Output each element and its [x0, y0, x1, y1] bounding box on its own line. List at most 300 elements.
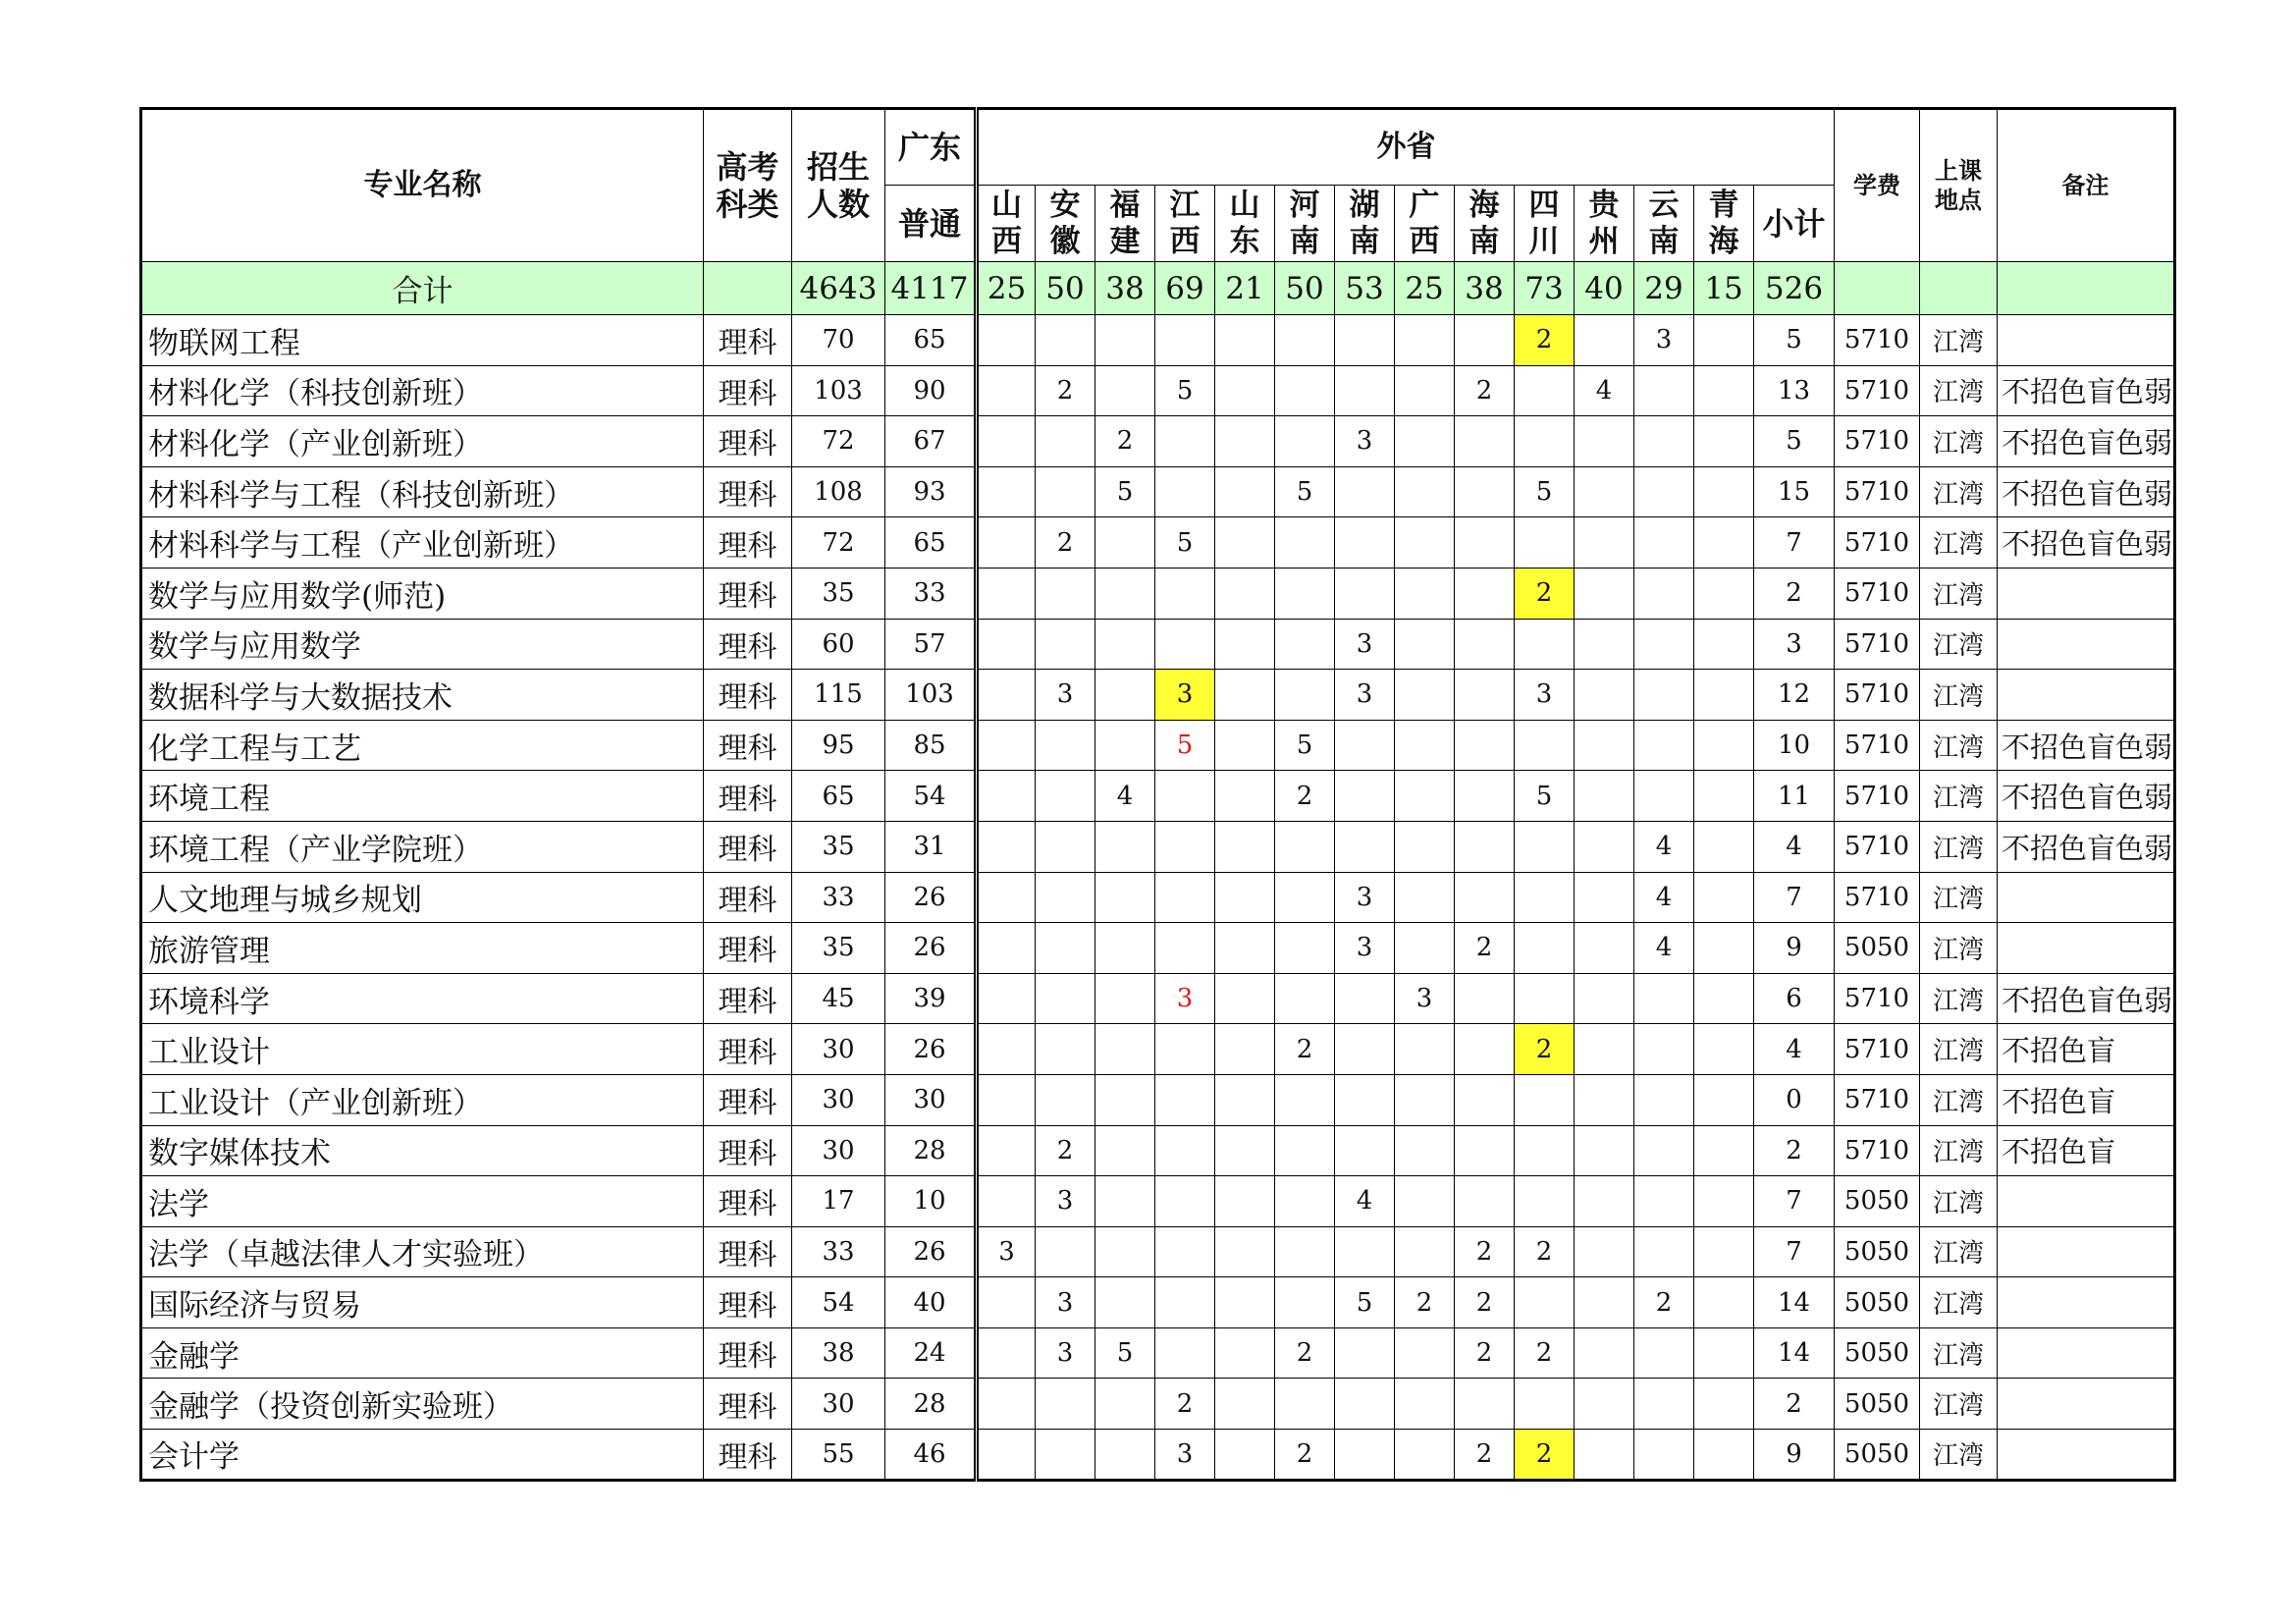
province-cell [1515, 821, 1575, 872]
location-cell: 江湾 [1920, 315, 1998, 366]
total-province-cell: 50 [1275, 262, 1335, 315]
table-row [141, 1430, 2175, 1481]
province-cell [1095, 821, 1155, 872]
subtotal-cell: 6 [1754, 973, 1835, 1024]
province-cell [1515, 973, 1575, 1024]
province-cell [1215, 1226, 1275, 1277]
province-cell [1515, 1074, 1575, 1125]
province-cell [977, 1430, 1036, 1481]
location-cell: 江湾 [1920, 568, 1998, 619]
province-cell: 4 [1634, 821, 1694, 872]
total-label: 合计 [141, 262, 704, 315]
total-province-cell: 38 [1095, 262, 1155, 315]
enroll-cell: 60 [792, 619, 885, 670]
enroll-cell: 54 [792, 1277, 885, 1328]
location-cell: 江湾 [1920, 821, 1998, 872]
enroll-cell: 70 [792, 315, 885, 366]
province-cell [1155, 568, 1215, 619]
table-row [141, 1379, 2175, 1430]
remark-cell: 不招色盲色弱 [1998, 466, 2175, 517]
location-cell: 江湾 [1920, 923, 1998, 974]
province-cell: 4 [1095, 771, 1155, 822]
province-cell: 3 [1036, 1176, 1095, 1227]
subtotal-cell: 2 [1754, 1379, 1835, 1430]
province-cell [1036, 416, 1095, 467]
province-cell [1575, 720, 1634, 771]
province-cell [1036, 568, 1095, 619]
province-cell [1215, 1379, 1275, 1430]
province-cell: 2 [1036, 365, 1095, 416]
guangdong-cell: 26 [885, 872, 977, 923]
province-cell [1455, 1125, 1515, 1176]
province-cell: 2 [1455, 1430, 1515, 1481]
province-cell: 2 [1455, 365, 1515, 416]
location-cell: 江湾 [1920, 365, 1998, 416]
province-cell [1095, 720, 1155, 771]
category-cell: 理科 [704, 315, 792, 366]
province-cell [1155, 771, 1215, 822]
province-cell: 5 [1155, 517, 1215, 568]
subtotal-cell: 14 [1754, 1327, 1835, 1379]
table-row [141, 1074, 2175, 1125]
province-cell [1575, 973, 1634, 1024]
major-name: 旅游管理 [141, 923, 704, 974]
table-row [141, 670, 2175, 721]
subtotal-cell: 11 [1754, 771, 1835, 822]
province-cell: 2 [1455, 1277, 1515, 1328]
major-name: 法学（卓越法律人才实验班） [141, 1226, 704, 1277]
major-name: 工业设计（产业创新班） [141, 1074, 704, 1125]
province-cell [1155, 1176, 1215, 1227]
province-cell: 5 [1155, 720, 1215, 771]
province-cell [1275, 517, 1335, 568]
location-cell: 江湾 [1920, 1277, 1998, 1328]
province-cell [1634, 1125, 1694, 1176]
table-row [141, 821, 2175, 872]
province-cell [1036, 315, 1095, 366]
table-row [141, 1125, 2175, 1176]
province-cell [1694, 1277, 1754, 1328]
province-cell [1575, 466, 1634, 517]
province-cell [1575, 872, 1634, 923]
province-cell [977, 619, 1036, 670]
table-row [141, 1226, 2175, 1277]
province-cell [1036, 872, 1095, 923]
province-cell [1575, 568, 1634, 619]
province-cell [1335, 517, 1395, 568]
province-cell [1515, 1125, 1575, 1176]
province-cell [1215, 619, 1275, 670]
guangdong-cell: 90 [885, 365, 977, 416]
province-cell [1335, 720, 1395, 771]
location-cell: 江湾 [1920, 973, 1998, 1024]
category-cell: 理科 [704, 1226, 792, 1277]
subtotal-cell: 3 [1754, 619, 1835, 670]
major-name: 金融学 [141, 1327, 704, 1379]
province-cell: 3 [1634, 315, 1694, 366]
province-cell: 3 [1036, 1327, 1095, 1379]
province-cell [1455, 720, 1515, 771]
subtotal-cell: 5 [1754, 315, 1835, 366]
province-cell [1095, 973, 1155, 1024]
province-cell [1455, 1024, 1515, 1075]
province-cell: 4 [1634, 923, 1694, 974]
province-cell [1455, 872, 1515, 923]
table-row [141, 720, 2175, 771]
province-cell [1515, 720, 1575, 771]
province-cell [1455, 466, 1515, 517]
province-cell [1634, 1379, 1694, 1430]
province-cell [1215, 1176, 1275, 1227]
province-cell: 2 [1275, 771, 1335, 822]
province-cell [977, 1125, 1036, 1176]
province-cell [1095, 1430, 1155, 1481]
major-name: 工业设计 [141, 1024, 704, 1075]
province-cell [977, 1379, 1036, 1430]
province-cell [1036, 466, 1095, 517]
province-cell [1155, 923, 1215, 974]
total-province-cell: 38 [1455, 262, 1515, 315]
remark-cell [1998, 315, 2175, 366]
province-cell [1634, 517, 1694, 568]
enroll-cell: 55 [792, 1430, 885, 1481]
province-cell [1095, 923, 1155, 974]
province-cell [1275, 1277, 1335, 1328]
province-cell: 4 [1335, 1176, 1395, 1227]
province-cell: 2 [1275, 1327, 1335, 1379]
tuition-cell: 5710 [1835, 872, 1920, 923]
enroll-cell: 30 [792, 1024, 885, 1075]
province-cell [1155, 1024, 1215, 1075]
province-cell [1155, 1327, 1215, 1379]
table-row [141, 315, 2175, 366]
province-cell [1575, 1074, 1634, 1125]
header-tuition: 学费 [1835, 109, 1920, 262]
province-cell [1275, 1074, 1335, 1125]
guangdong-cell: 85 [885, 720, 977, 771]
major-name: 法学 [141, 1176, 704, 1227]
province-cell [1155, 872, 1215, 923]
province-cell [977, 872, 1036, 923]
province-cell [1575, 1327, 1634, 1379]
province-cell [1215, 466, 1275, 517]
subtotal-cell: 9 [1754, 1430, 1835, 1481]
province-cell: 2 [1275, 1024, 1335, 1075]
province-cell [1395, 670, 1455, 721]
province-cell: 4 [1634, 872, 1694, 923]
province-cell [1155, 315, 1215, 366]
location-cell: 江湾 [1920, 1379, 1998, 1430]
tuition-cell: 5710 [1835, 771, 1920, 822]
enroll-cell: 35 [792, 568, 885, 619]
tuition-cell: 5050 [1835, 1327, 1920, 1379]
remark-cell: 不招色盲色弱 [1998, 416, 2175, 467]
table-row [141, 619, 2175, 670]
category-cell: 理科 [704, 619, 792, 670]
tuition-cell: 5710 [1835, 821, 1920, 872]
subtotal-cell: 10 [1754, 720, 1835, 771]
province-cell [1215, 315, 1275, 366]
header-province: 贵 州 [1575, 186, 1634, 262]
enroll-cell: 38 [792, 1327, 885, 1379]
province-cell [1275, 1226, 1335, 1277]
province-cell [1335, 771, 1395, 822]
province-cell [977, 1074, 1036, 1125]
enroll-cell: 103 [792, 365, 885, 416]
total-province-cell: 29 [1634, 262, 1694, 315]
province-cell: 3 [1036, 1277, 1095, 1328]
table-row [141, 872, 2175, 923]
province-cell [1275, 1125, 1335, 1176]
province-cell: 5 [1275, 466, 1335, 517]
major-name: 人文地理与城乡规划 [141, 872, 704, 923]
tuition-cell: 5710 [1835, 1125, 1920, 1176]
province-cell [1575, 923, 1634, 974]
province-cell: 2 [1455, 1226, 1515, 1277]
province-cell [1095, 619, 1155, 670]
province-cell [1036, 973, 1095, 1024]
province-cell: 2 [1036, 517, 1095, 568]
major-name: 会计学 [141, 1430, 704, 1481]
remark-cell: 不招色盲 [1998, 1024, 2175, 1075]
province-cell [1215, 771, 1275, 822]
subtotal-cell: 13 [1754, 365, 1835, 416]
province-cell: 2 [1515, 1327, 1575, 1379]
header-remark: 备注 [1998, 109, 2175, 262]
province-cell [1095, 517, 1155, 568]
enroll-cell: 30 [792, 1125, 885, 1176]
province-cell: 2 [1036, 1125, 1095, 1176]
province-cell [1036, 821, 1095, 872]
major-name: 材料化学（产业创新班） [141, 416, 704, 467]
guangdong-cell: 103 [885, 670, 977, 721]
province-cell: 5 [1095, 1327, 1155, 1379]
province-cell [1036, 771, 1095, 822]
major-name: 材料科学与工程（科技创新班） [141, 466, 704, 517]
category-cell: 理科 [704, 973, 792, 1024]
location-cell: 江湾 [1920, 1074, 1998, 1125]
province-cell: 3 [1335, 619, 1395, 670]
province-cell [1575, 771, 1634, 822]
category-cell: 理科 [704, 821, 792, 872]
table-row [141, 1327, 2175, 1379]
enroll-cell: 33 [792, 1226, 885, 1277]
header-major: 专业名称 [141, 109, 704, 262]
province-cell [1515, 1176, 1575, 1227]
province-cell [1036, 1024, 1095, 1075]
table-row [141, 771, 2175, 822]
province-cell: 2 [1275, 1430, 1335, 1481]
province-cell: 3 [1155, 670, 1215, 721]
enroll-cell: 35 [792, 923, 885, 974]
province-cell [1694, 1226, 1754, 1277]
province-cell: 2 [1515, 315, 1575, 366]
province-cell: 3 [977, 1226, 1036, 1277]
province-cell [1634, 670, 1694, 721]
province-cell [1634, 1074, 1694, 1125]
province-cell [1395, 1125, 1455, 1176]
guangdong-cell: 39 [885, 973, 977, 1024]
guangdong-cell: 26 [885, 923, 977, 974]
province-cell [1215, 1125, 1275, 1176]
province-cell [1634, 1176, 1694, 1227]
province-cell [1455, 1379, 1515, 1430]
province-cell: 3 [1515, 670, 1575, 721]
header-province: 青 海 [1694, 186, 1754, 262]
subtotal-cell: 2 [1754, 1125, 1835, 1176]
header-province: 海 南 [1455, 186, 1515, 262]
table-row [141, 1176, 2175, 1227]
province-cell [1694, 821, 1754, 872]
province-cell [1694, 517, 1754, 568]
remark-cell: 不招色盲 [1998, 1125, 2175, 1176]
province-cell [1515, 517, 1575, 568]
province-cell [1694, 720, 1754, 771]
province-cell [1215, 1277, 1275, 1328]
total-province-cell: 73 [1515, 262, 1575, 315]
guangdong-cell: 26 [885, 1226, 977, 1277]
header-guangdong: 广东 [885, 109, 977, 186]
province-cell [1036, 619, 1095, 670]
major-name: 环境工程 [141, 771, 704, 822]
province-cell [1395, 416, 1455, 467]
province-cell [1036, 720, 1095, 771]
remark-cell: 不招色盲色弱 [1998, 365, 2175, 416]
province-cell [1455, 619, 1515, 670]
location-cell: 江湾 [1920, 1226, 1998, 1277]
enroll-cell: 35 [792, 821, 885, 872]
province-cell [977, 1327, 1036, 1379]
province-cell [1575, 1176, 1634, 1227]
province-cell [1455, 517, 1515, 568]
guangdong-cell: 33 [885, 568, 977, 619]
province-cell [1694, 365, 1754, 416]
category-cell: 理科 [704, 1125, 792, 1176]
province-cell [1395, 1074, 1455, 1125]
tuition-cell: 5710 [1835, 1074, 1920, 1125]
total-tuition [1835, 262, 1920, 315]
province-cell [1036, 1379, 1095, 1430]
remark-cell: 不招色盲色弱 [1998, 517, 2175, 568]
province-cell [1634, 771, 1694, 822]
province-cell [977, 416, 1036, 467]
total-province-cell: 50 [1036, 262, 1095, 315]
major-name: 数字媒体技术 [141, 1125, 704, 1176]
province-cell: 3 [1395, 973, 1455, 1024]
remark-cell [1998, 923, 2175, 974]
location-cell: 江湾 [1920, 771, 1998, 822]
province-cell [1395, 1327, 1455, 1379]
location-cell: 江湾 [1920, 670, 1998, 721]
subtotal-cell: 7 [1754, 872, 1835, 923]
enroll-cell: 108 [792, 466, 885, 517]
major-name: 数据科学与大数据技术 [141, 670, 704, 721]
subtotal-cell: 7 [1754, 1176, 1835, 1227]
header-province: 福 建 [1095, 186, 1155, 262]
header-normal: 普通 [885, 186, 977, 262]
enroll-cell: 65 [792, 771, 885, 822]
header-province: 安 徽 [1036, 186, 1095, 262]
major-name: 数学与应用数学 [141, 619, 704, 670]
category-cell: 理科 [704, 670, 792, 721]
total-location [1920, 262, 1998, 315]
subtotal-cell: 12 [1754, 670, 1835, 721]
province-cell [1395, 1430, 1455, 1481]
province-cell [1694, 973, 1754, 1024]
subtotal-cell: 9 [1754, 923, 1835, 974]
province-cell [977, 670, 1036, 721]
province-cell [1395, 517, 1455, 568]
header-other-provinces: 外省 [977, 109, 1835, 186]
location-cell: 江湾 [1920, 872, 1998, 923]
province-cell [1095, 365, 1155, 416]
subtotal-cell: 7 [1754, 517, 1835, 568]
province-cell [1395, 1024, 1455, 1075]
tuition-cell: 5050 [1835, 1277, 1920, 1328]
province-cell [977, 771, 1036, 822]
province-cell [1634, 619, 1694, 670]
guangdong-cell: 30 [885, 1074, 977, 1125]
header-province: 山 西 [977, 186, 1036, 262]
tuition-cell: 5710 [1835, 619, 1920, 670]
province-cell [1694, 923, 1754, 974]
remark-cell: 不招色盲 [1998, 1074, 2175, 1125]
province-cell [1155, 1226, 1215, 1277]
province-cell [1575, 315, 1634, 366]
province-cell [1634, 1024, 1694, 1075]
province-cell [1095, 1024, 1155, 1075]
guangdong-cell: 54 [885, 771, 977, 822]
subtotal-cell: 7 [1754, 1226, 1835, 1277]
province-cell [1155, 416, 1215, 467]
subtotal-cell: 4 [1754, 821, 1835, 872]
province-cell [1694, 771, 1754, 822]
province-cell: 3 [1155, 973, 1215, 1024]
total-province-cell: 25 [1395, 262, 1455, 315]
category-cell: 理科 [704, 1176, 792, 1227]
category-cell: 理科 [704, 1074, 792, 1125]
table-row [141, 1024, 2175, 1075]
province-cell [1575, 1125, 1634, 1176]
category-cell: 理科 [704, 466, 792, 517]
guangdong-cell: 65 [885, 315, 977, 366]
province-cell [1095, 568, 1155, 619]
table-row [141, 973, 2175, 1024]
province-cell [1515, 872, 1575, 923]
province-cell [1215, 568, 1275, 619]
province-cell [1215, 973, 1275, 1024]
total-province-cell: 21 [1215, 262, 1275, 315]
province-cell [1095, 1074, 1155, 1125]
province-cell [1395, 466, 1455, 517]
province-cell [1215, 923, 1275, 974]
category-cell: 理科 [704, 517, 792, 568]
province-cell [1095, 1226, 1155, 1277]
province-cell [1335, 1430, 1395, 1481]
province-cell [1095, 315, 1155, 366]
province-cell [1095, 1125, 1155, 1176]
province-cell [1036, 1226, 1095, 1277]
category-cell: 理科 [704, 1024, 792, 1075]
province-cell [1215, 1327, 1275, 1379]
province-cell [1335, 1024, 1395, 1075]
province-cell [1095, 872, 1155, 923]
category-cell: 理科 [704, 923, 792, 974]
province-cell [1395, 1379, 1455, 1430]
enroll-cell: 72 [792, 517, 885, 568]
tuition-cell: 5710 [1835, 568, 1920, 619]
province-cell [977, 1277, 1036, 1328]
